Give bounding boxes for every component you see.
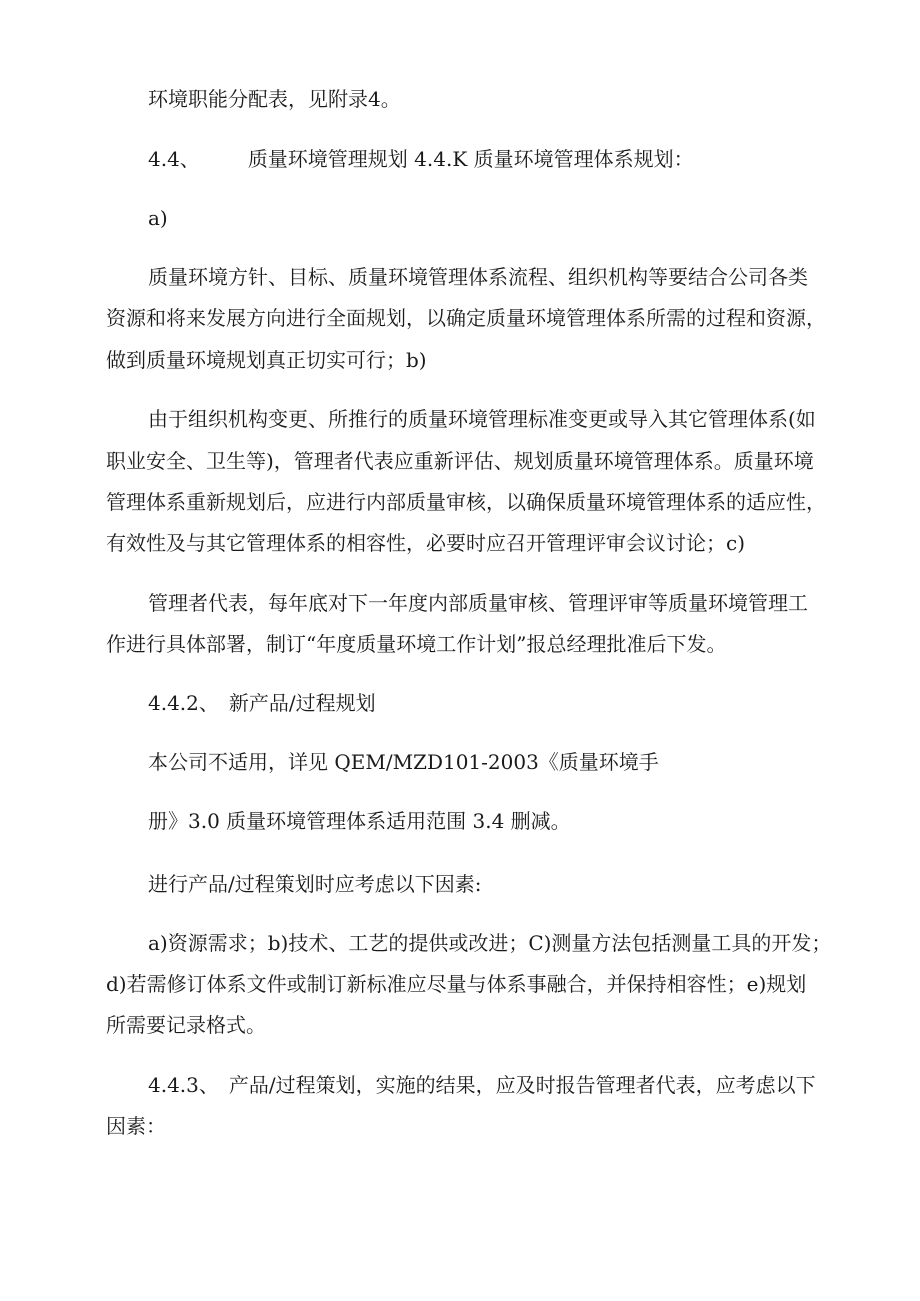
paragraph-line: 资源和将来发展方向进行全面规划，以确定质量环境管理体系所需的过程和资源，	[106, 306, 826, 330]
section-title: 质量环境管理规划 4.4.K 质量环境管理体系规划：	[247, 147, 694, 171]
paragraph-line: 做到质量环境规划真正切实可行；b)	[106, 348, 427, 372]
paragraph-line: 质量环境方针、目标、质量环境管理体系流程、组织机构等要结合公司各类	[148, 265, 808, 289]
paragraph-line: 本公司不适用，详见 QEM/MZD101-2003《质量环境手	[148, 750, 659, 774]
section-number: 4.4.3、	[148, 1073, 219, 1097]
paragraph-line: 作进行具体部署，制订“年度质量环境工作计划”报总经理批准后下发。	[106, 632, 727, 656]
paragraph-line: 册》3.0 质量环境管理体系适用范围 3.4 删减。	[148, 809, 571, 833]
section-heading-4-4-3	[148, 1072, 816, 1098]
section-heading-4-4	[148, 146, 694, 172]
paragraph-line: 职业安全、卫生等)，管理者代表应重新评估、规划质量环境管理体系。质量环境	[106, 449, 814, 473]
paragraph-line: d)若需修订体系文件或制订新标准应尽量与体系事融合，并保持相容性；e)规划	[106, 972, 807, 996]
paragraph-line: 有效性及与其它管理体系的相容性，必要时应召开管理评审会议讨论；c)	[106, 531, 746, 555]
section-title: 产品/过程策划，实施的结果，应及时报告管理者代表，应考虑以下	[228, 1073, 816, 1097]
paragraph-line: a)资源需求；b)技术、工艺的提供或改进；C)测量方法包括测量工具的开发；	[148, 931, 832, 955]
paragraph-line: 管理体系重新规划后，应进行内部质量审核，以确保质量环境管理体系的适应性，	[106, 490, 826, 514]
paragraph-line: 管理者代表，每年底对下一年度内部质量审核、管理评审等质量环境管理工	[148, 591, 808, 615]
paragraph-line: 因素：	[106, 1114, 166, 1138]
paragraph-line: 环境职能分配表，见附录4。	[148, 87, 401, 111]
paragraph-line: 所需要记录格式。	[106, 1013, 266, 1037]
section-title: 新产品/过程规划	[228, 691, 376, 715]
paragraph-line: 由于组织机构变更、所推行的质量环境管理标准变更或导入其它管理体系(如	[148, 407, 816, 431]
section-number: 4.4、	[148, 147, 200, 171]
section-number: 4.4.2、	[148, 691, 219, 715]
section-heading-4-4-2	[148, 690, 376, 716]
paragraph-line: 进行产品/过程策划时应考虑以下因素:	[148, 872, 482, 896]
list-marker: a)	[148, 206, 168, 230]
